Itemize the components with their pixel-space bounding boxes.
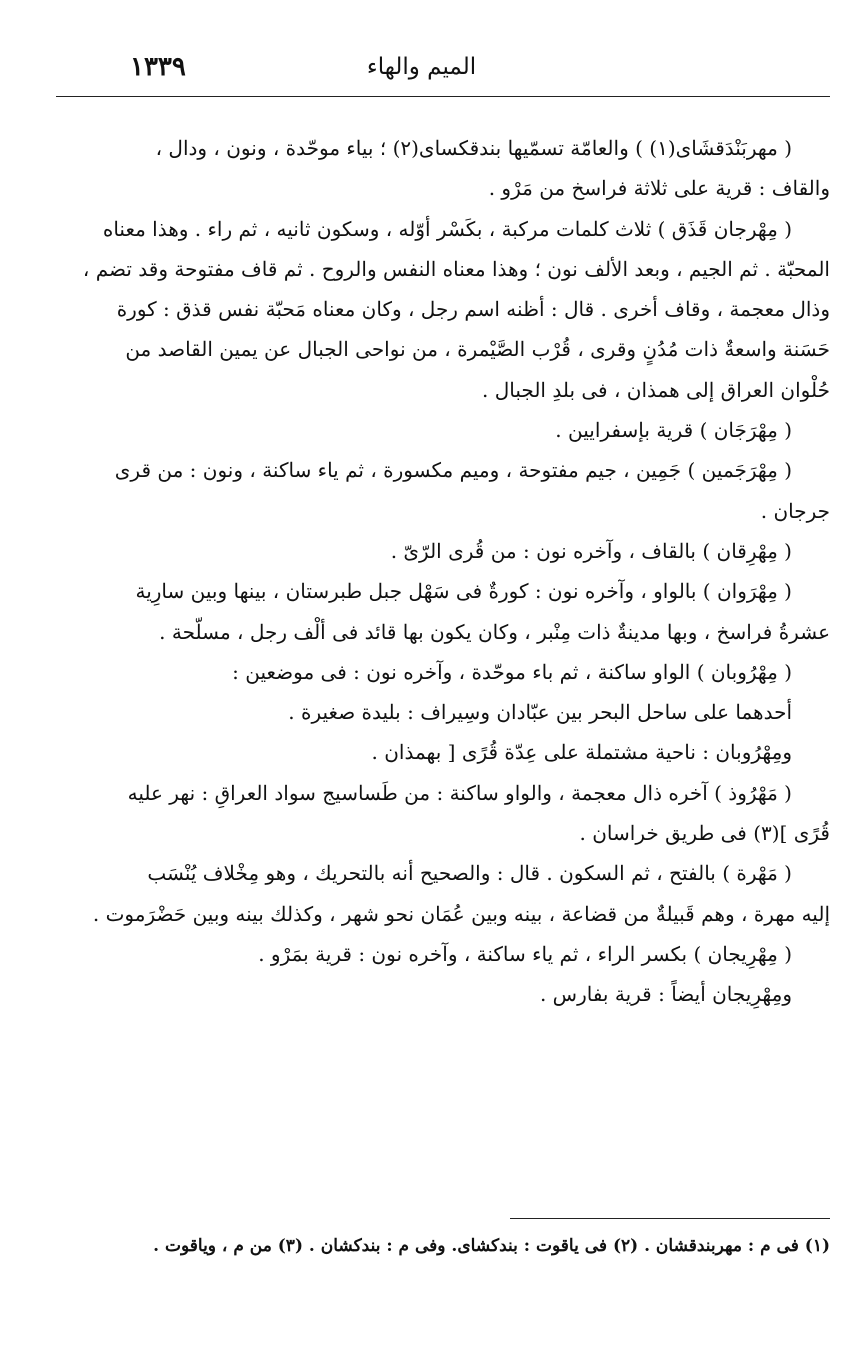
- text-line: جرجان .: [760, 498, 830, 523]
- text-line: حَسَنة واسعةٌ ذات مُدُنٍ وقرى ، قُرْب الصَّيْمرة ، من نواحى الجبال عن يمين القاصد من: [125, 337, 830, 362]
- entry-paragraph: [58, 692, 830, 732]
- header-rule: [56, 96, 830, 97]
- text-line: ( مِهْرُوبان ) الواو ساكنة ، ثم باء موحّدة ، وآخره نون : فى موضعين :: [232, 659, 792, 684]
- footnote-rule: [510, 1218, 830, 1219]
- body-text: [58, 128, 830, 1015]
- text-line: ( مَهْرُوذ ) آخره ذال معجمة ، والواو ساكنة : من طَساسيج سواد العراقِ : نهر عليه: [127, 780, 792, 805]
- entry-paragraph: [58, 934, 830, 974]
- text-line: ( مِهْرَوان ) بالواو ، وآخره نون : كورةٌ فى سَهْل جبل طبرستان ، بينها وبين سارِية: [135, 579, 792, 604]
- text-line: ومِهْرُوبان : ناحية مشتملة على عِدّة قُرًى [ بهمذان .: [371, 740, 792, 765]
- text-line: ( مهربَنْدَقشَاى(١) ) والعامّة تسمّيها بندقكساى(٢) ؛ بياء موحّدة ، ونون ، ودال ،: [155, 136, 792, 160]
- text-line: ( مِهْرِقان ) بالقاف ، وآخره نون : من قُرى الرّىّ .: [390, 538, 792, 563]
- entry-paragraph: [58, 652, 830, 692]
- entry-paragraph: [58, 853, 830, 934]
- page-number: ١٣٣٩: [130, 52, 186, 82]
- text-line: ومِهْرِيجان أيضاً : قرية بفارس .: [539, 982, 792, 1007]
- text-line: حُلْوان العراق إلى همذان ، فى بلدِ الجبال .: [482, 377, 830, 402]
- running-head: الميم والهاء: [366, 54, 477, 80]
- entry-paragraph: [58, 209, 830, 410]
- text-line: ( مَهْرة ) بالفتح ، ثم السكون . قال : والصحيح أنه بالتحريك ، وهو مِخْلاف يُنْسَب: [147, 861, 792, 886]
- entry-paragraph: [58, 732, 830, 772]
- text-line: ( مِهْرِيجان ) بكسر الراء ، ثم ياء ساكنة ، وآخره نون : قرية بمَرْو .: [258, 941, 792, 966]
- text-line: قُرًى ](٣) فى طريق خراسان .: [579, 821, 830, 846]
- entry-paragraph: [58, 571, 830, 652]
- text-line: ( مِهْرجان قَذَق ) ثلاث كلمات مركبة ، بكَسْر أوّله ، وسكون ثانيه ، ثم راء . وهذا معناه: [102, 216, 792, 241]
- text-line: أحدهما على ساحل البحر بين عبّادان وسِيراف : بليدة صغيرة .: [288, 700, 792, 725]
- entry-paragraph: [58, 410, 830, 450]
- text-line: والقاف : قرية على ثلاثة فراسخ من مَرْو .: [488, 176, 830, 201]
- text-line: إليه مهرة ، وهم قَبيلةٌ من قضاعة ، بينه وبين عُمَان نحو شهر ، وكذلك بينه وبين حَضْرَموت .: [92, 901, 830, 926]
- footnotes: (١) فى م : مهربندقشان . (٢) فى ياقوت : بندكشاى. وفى م : بندكشان . (٣) من م ، وياقوت .: [153, 1236, 830, 1256]
- entry-paragraph: [58, 974, 830, 1014]
- entry-paragraph: [58, 128, 830, 209]
- text-line: ( مِهْرَجَان ) قرية بإسفرايين .: [555, 418, 792, 443]
- text-line: وذال معجمة ، وقاف أخرى . قال : أظنه اسم رجل ، وكان معناه مَحبّة نفس قذق : كورة: [116, 297, 830, 322]
- text-line: المحبّة . ثم الجيم ، وبعد الألف نون ؛ وهذا معناه النفس والروح . ثم قاف مفتوحة وقد تضم ،: [82, 256, 830, 281]
- text-line: عشرةُ فراسخ ، وبها مدينةٌ ذات مِنْبر ، وكان يكون بها قائد فى ألْف رجل ، مسلّحة .: [159, 619, 830, 644]
- entry-paragraph: [58, 450, 830, 531]
- text-line: ( مِهْرَجَمين ) جَمِين ، جيم مفتوحة ، وميم مكسورة ، ثم ياء ساكنة ، ونون : من قرى: [114, 458, 792, 483]
- entry-paragraph: [58, 773, 830, 854]
- entry-paragraph: [58, 531, 830, 571]
